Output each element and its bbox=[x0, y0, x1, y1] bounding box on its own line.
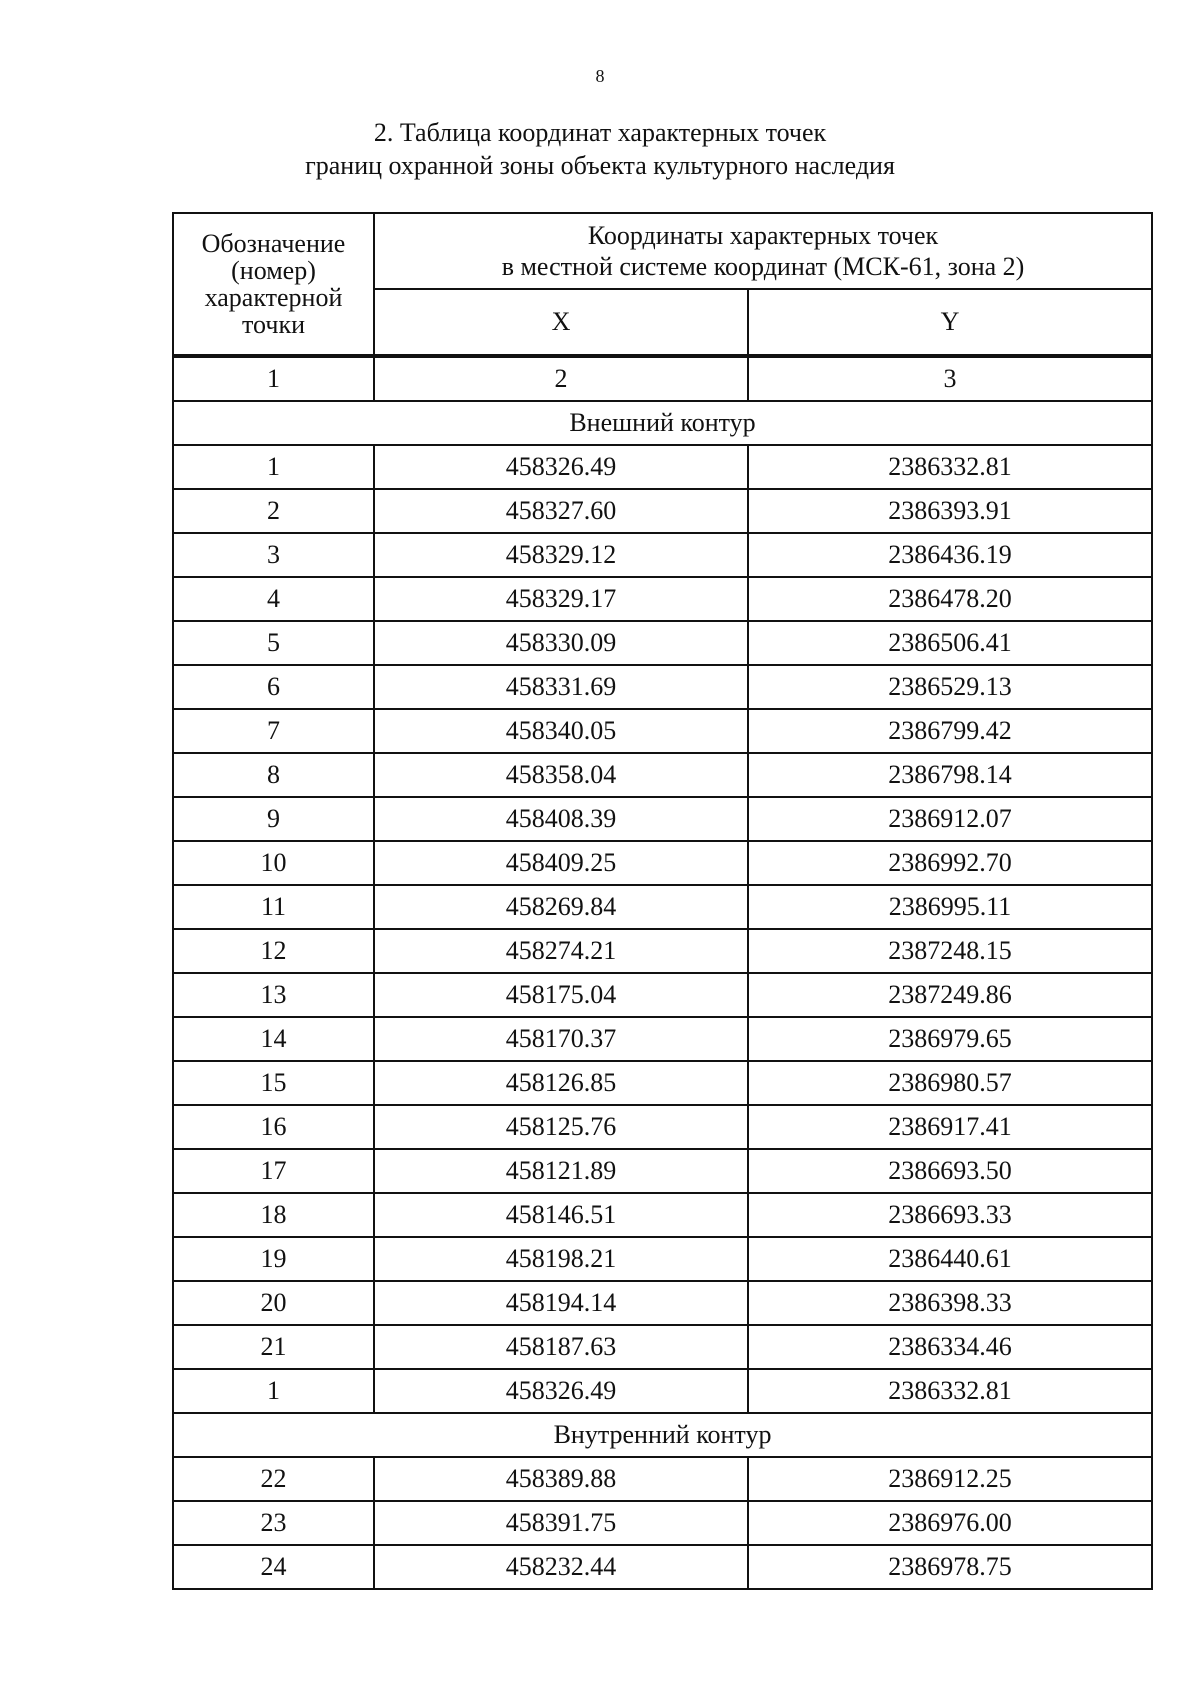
table-row bbox=[173, 577, 1152, 621]
x-coordinate-cell: 458408.39 bbox=[374, 797, 748, 841]
table-row bbox=[173, 929, 1152, 973]
point-number-cell: 21 bbox=[173, 1325, 374, 1369]
y-coordinate-cell: 2386978.75 bbox=[748, 1545, 1152, 1589]
header-y: Y bbox=[748, 289, 1152, 356]
x-coordinate-cell: 458125.76 bbox=[374, 1105, 748, 1149]
table-row bbox=[173, 973, 1152, 1017]
y-coordinate-cell: 2386917.41 bbox=[748, 1105, 1152, 1149]
point-number-cell: 16 bbox=[173, 1105, 374, 1149]
column-number: 1 bbox=[173, 356, 374, 401]
header-point-designation bbox=[173, 213, 374, 356]
point-number-cell: 18 bbox=[173, 1193, 374, 1237]
x-coordinate-cell: 458330.09 bbox=[374, 621, 748, 665]
header-coords-line: Координаты характерных точек bbox=[587, 221, 939, 250]
table-row bbox=[173, 1017, 1152, 1061]
y-coordinate-cell: 2386693.33 bbox=[748, 1193, 1152, 1237]
y-coordinate-cell: 2386332.81 bbox=[748, 445, 1152, 489]
point-number-cell: 17 bbox=[173, 1149, 374, 1193]
y-coordinate-cell: 2386478.20 bbox=[748, 577, 1152, 621]
y-coordinate-cell: 2386980.57 bbox=[748, 1061, 1152, 1105]
y-coordinate-cell: 2386332.81 bbox=[748, 1369, 1152, 1413]
y-coordinate-cell: 2386912.07 bbox=[748, 797, 1152, 841]
y-coordinate-cell: 2386440.61 bbox=[748, 1237, 1152, 1281]
y-coordinate-cell: 2386693.50 bbox=[748, 1149, 1152, 1193]
y-coordinate-cell: 2386995.11 bbox=[748, 885, 1152, 929]
y-coordinate-cell: 2386506.41 bbox=[748, 621, 1152, 665]
y-coordinate-cell: 2386436.19 bbox=[748, 533, 1152, 577]
table-row bbox=[173, 665, 1152, 709]
x-coordinate-cell: 458198.21 bbox=[374, 1237, 748, 1281]
table-row bbox=[173, 797, 1152, 841]
x-coordinate-cell: 458170.37 bbox=[374, 1017, 748, 1061]
point-number-cell: 14 bbox=[173, 1017, 374, 1061]
title-line-1: 2. Таблица координат характерных точек bbox=[373, 118, 827, 147]
x-coordinate-cell: 458329.12 bbox=[374, 533, 748, 577]
page-number: 8 bbox=[595, 66, 605, 86]
x-coordinate-cell: 458340.05 bbox=[374, 709, 748, 753]
x-coordinate-cell: 458389.88 bbox=[374, 1457, 748, 1501]
table-row bbox=[173, 621, 1152, 665]
point-number-cell: 20 bbox=[173, 1281, 374, 1325]
point-number-cell: 8 bbox=[173, 753, 374, 797]
x-coordinate-cell: 458175.04 bbox=[374, 973, 748, 1017]
x-coordinate-cell: 458274.21 bbox=[374, 929, 748, 973]
y-coordinate-cell: 2386393.91 bbox=[748, 489, 1152, 533]
x-coordinate-cell: 458391.75 bbox=[374, 1501, 748, 1545]
x-coordinate-cell: 458126.85 bbox=[374, 1061, 748, 1105]
x-coordinate-cell: 458326.49 bbox=[374, 445, 748, 489]
table-row bbox=[173, 1457, 1152, 1501]
table-row bbox=[173, 753, 1152, 797]
table-row bbox=[173, 1237, 1152, 1281]
x-coordinate-cell: 458358.04 bbox=[374, 753, 748, 797]
title-line-2: границ охранной зоны объекта культурного наследия bbox=[305, 151, 895, 180]
y-coordinate-cell: 2387249.86 bbox=[748, 973, 1152, 1017]
table-row bbox=[173, 885, 1152, 929]
column-number: 2 bbox=[374, 356, 748, 401]
point-number-cell: 19 bbox=[173, 1237, 374, 1281]
point-number-cell: 10 bbox=[173, 841, 374, 885]
x-coordinate-cell: 458327.60 bbox=[374, 489, 748, 533]
y-coordinate-cell: 2387248.15 bbox=[748, 929, 1152, 973]
table-row bbox=[173, 1149, 1152, 1193]
table-row bbox=[173, 1325, 1152, 1369]
table-row bbox=[173, 1193, 1152, 1237]
y-coordinate-cell: 2386529.13 bbox=[748, 665, 1152, 709]
point-number-cell: 15 bbox=[173, 1061, 374, 1105]
column-number: 3 bbox=[748, 356, 1152, 401]
y-coordinate-cell: 2386912.25 bbox=[748, 1457, 1152, 1501]
y-coordinate-cell: 2386334.46 bbox=[748, 1325, 1152, 1369]
point-number-cell: 1 bbox=[173, 445, 374, 489]
point-number-cell: 5 bbox=[173, 621, 374, 665]
table-row bbox=[173, 445, 1152, 489]
section-title: Внешний контур bbox=[173, 401, 1152, 445]
point-number-cell: 13 bbox=[173, 973, 374, 1017]
table-row bbox=[173, 1545, 1152, 1589]
point-number-cell: 9 bbox=[173, 797, 374, 841]
point-number-cell: 3 bbox=[173, 533, 374, 577]
table-row bbox=[173, 533, 1152, 577]
table-row bbox=[173, 841, 1152, 885]
header-coordinates-group bbox=[374, 213, 1152, 289]
header-point-line: характерной bbox=[204, 283, 343, 312]
point-number-cell: 1 bbox=[173, 1369, 374, 1413]
table-row bbox=[173, 1501, 1152, 1545]
table-row bbox=[173, 1369, 1152, 1413]
document-title bbox=[0, 116, 1200, 182]
point-number-cell: 11 bbox=[173, 885, 374, 929]
x-coordinate-cell: 458326.49 bbox=[374, 1369, 748, 1413]
y-coordinate-cell: 2386976.00 bbox=[748, 1501, 1152, 1545]
y-coordinate-cell: 2386979.65 bbox=[748, 1017, 1152, 1061]
section-title: Внутренний контур bbox=[173, 1413, 1152, 1457]
table-row bbox=[173, 489, 1152, 533]
point-number-cell: 2 bbox=[173, 489, 374, 533]
y-coordinate-cell: 2386992.70 bbox=[748, 841, 1152, 885]
y-coordinate-cell: 2386798.14 bbox=[748, 753, 1152, 797]
coordinates-table bbox=[172, 212, 1153, 1590]
header-x: X bbox=[374, 289, 748, 356]
point-number-cell: 6 bbox=[173, 665, 374, 709]
table-row bbox=[173, 1061, 1152, 1105]
table-row bbox=[173, 1281, 1152, 1325]
table-row bbox=[173, 709, 1152, 753]
point-number-cell: 24 bbox=[173, 1545, 374, 1589]
y-coordinate-cell: 2386398.33 bbox=[748, 1281, 1152, 1325]
point-number-cell: 7 bbox=[173, 709, 374, 753]
point-number-cell: 4 bbox=[173, 577, 374, 621]
header-point-line: точки bbox=[242, 310, 305, 339]
x-coordinate-cell: 458331.69 bbox=[374, 665, 748, 709]
x-coordinate-cell: 458232.44 bbox=[374, 1545, 748, 1589]
x-coordinate-cell: 458146.51 bbox=[374, 1193, 748, 1237]
table-body bbox=[173, 401, 1152, 1589]
x-coordinate-cell: 458187.63 bbox=[374, 1325, 748, 1369]
header-coords-line: в местной системе координат (МСК-61, зона 2) bbox=[501, 252, 1025, 281]
header-point-line: (номер) bbox=[231, 256, 316, 285]
y-coordinate-cell: 2386799.42 bbox=[748, 709, 1152, 753]
x-coordinate-cell: 458194.14 bbox=[374, 1281, 748, 1325]
point-number-cell: 23 bbox=[173, 1501, 374, 1545]
x-coordinate-cell: 458121.89 bbox=[374, 1149, 748, 1193]
point-number-cell: 22 bbox=[173, 1457, 374, 1501]
x-coordinate-cell: 458329.17 bbox=[374, 577, 748, 621]
table-row bbox=[173, 1105, 1152, 1149]
header-point-line: Обозначение bbox=[201, 229, 346, 258]
point-number-cell: 12 bbox=[173, 929, 374, 973]
x-coordinate-cell: 458409.25 bbox=[374, 841, 748, 885]
x-coordinate-cell: 458269.84 bbox=[374, 885, 748, 929]
